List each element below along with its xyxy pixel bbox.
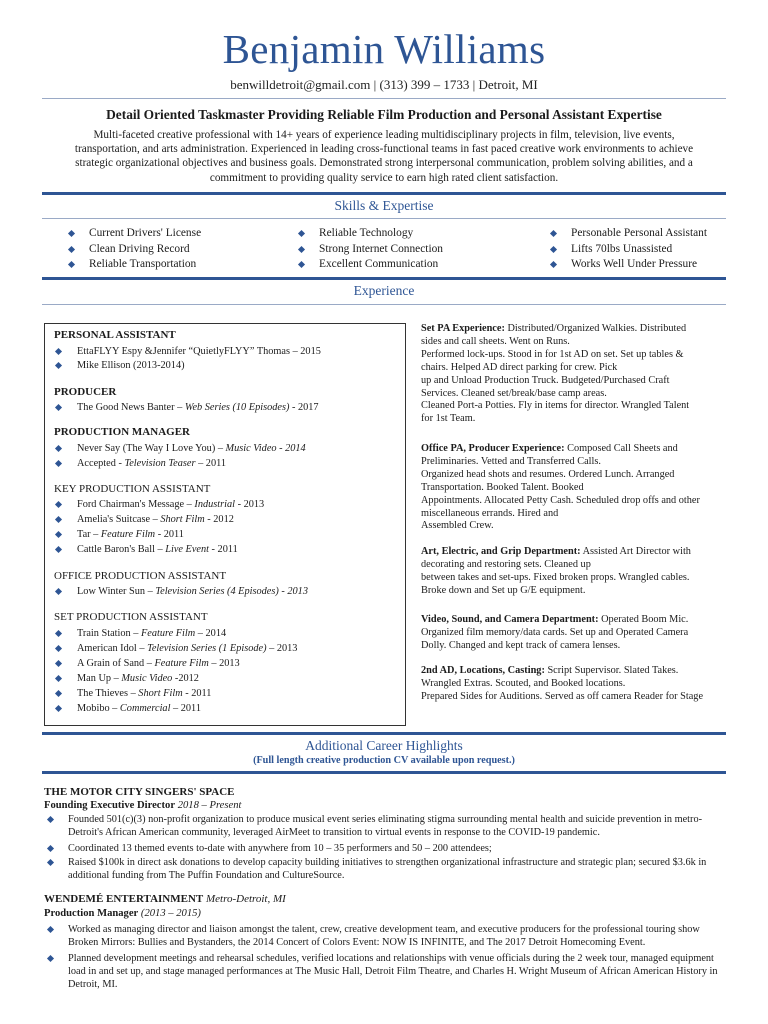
role-heading: PRODUCTION MANAGER: [54, 426, 190, 438]
contact-line: benwilldetroit@gmail.com | (313) 399 – 1733 | Detroit, MI: [230, 77, 538, 92]
achievement-bullet: Raised $100k in direct ask donations to develop capacity building initiatives to strengthen organizational infrastructure and strategic plan; secured $3.6k in additional funding from The Puffin Foundation and CultureSource.: [44, 856, 724, 882]
bullet-icon: [55, 501, 62, 508]
highlights-title: Additional Career Highlights: [305, 738, 463, 753]
bullet-icon: [55, 690, 62, 697]
achievement-bullet: Planned development meetings and rehearsal schedules, verified locations and relationships with venue officials during the 2 week tour, managed equipment load in and set up, and stage managed performances at The Music Hall, Detroit Film Theatre, and Charles H. Wright Museum of African American History in Detroit, MI.: [44, 952, 724, 991]
duty-block-set-pa: Set PA Experience: Distributed/Organized Walkies. Distributed sides and call sheets. Went on Runs. Performed lock-ups. Stood in for 1st AD on set. Set up tables & chairs. Helped AD direct parking for crew. Pick up and Unload Production Truck. Budgeted/Purchased Craft Services. Cleaned set/break/base camp areas. Cleaned Port-a Potties. Fly in items for director. Wrangled Talent for 1st Team.: [421, 323, 690, 425]
skills-column-3: [549, 226, 707, 273]
bullet-icon: [55, 675, 62, 682]
skills-column-2: [297, 226, 443, 273]
role-heading: SET PRODUCTION ASSISTANT: [54, 611, 208, 623]
org-name: WENDEMÉ ENTERTAINMENT Metro-Detroit, MI: [44, 893, 286, 905]
bullet-icon: [68, 245, 75, 252]
credit-item: Mobibo – Commercial – 2011: [54, 702, 201, 715]
credit-item: Accepted - Television Teaser – 2011: [54, 457, 226, 470]
role-heading: OFFICE PRODUCTION ASSISTANT: [54, 570, 227, 582]
credit-item: The Good News Banter – Web Series (10 Episodes) - 2017: [54, 401, 319, 414]
credit-item: A Grain of Sand – Feature Film – 2013: [54, 657, 240, 670]
credit-item: The Thieves – Short Film - 2011: [54, 687, 211, 700]
bullet-icon: [298, 230, 305, 237]
bullet-icon: [47, 845, 54, 852]
bullet-icon: [55, 705, 62, 712]
bullet-icon: [55, 404, 62, 411]
skill-item: Reliable Technology: [297, 226, 443, 242]
skills-column-1: [67, 226, 201, 273]
credit-item: American Idol – Television Series (1 Episode) – 2013: [54, 642, 297, 655]
bullet-icon: [298, 261, 305, 268]
credit-item: Never Say (The Way I Love You) – Music Video - 2014: [54, 442, 306, 455]
achievement-bullet: Worked as managing director and liaison amongst the talent, crew, creative development team, and executive producers for the professional touring show Broken Mirrors: Bullies and Bystanders, the 2014 Concert of Colors Event: NOW IS INFINITE, and The 2017 Detroit Homecoming Event.: [44, 923, 724, 949]
credit-item: Man Up – Music Video -2012: [54, 672, 199, 685]
headline: Detail Oriented Taskmaster Providing Reliable Film Production and Personal Assistant Expertise: [106, 107, 662, 122]
skill-item: Personable Personal Assistant: [549, 226, 707, 242]
duty-block-video-sound-camera: Video, Sound, and Camera Department: Operated Boom Mic. Organized film memory/data cards. Set up and Operated Camera Dolly. Changed and kept track of camera lenses.: [421, 614, 689, 651]
skills-title: Skills & Expertise: [334, 198, 434, 213]
bullet-icon: [55, 348, 62, 355]
bullet-icon: [55, 460, 62, 467]
org-name: THE MOTOR CITY SINGERS' SPACE: [44, 786, 235, 798]
bullet-icon: [550, 230, 557, 237]
achievement-bullet: Coordinated 13 themed events to-date with anywhere from 10 – 35 performers and 50 – 200 attendees;: [44, 842, 724, 855]
credit-item: Ford Chairman's Message – Industrial - 2013: [54, 498, 264, 511]
bullet-icon: [55, 362, 62, 369]
section-rule: [42, 218, 726, 219]
credit-item: Train Station – Feature Film – 2014: [54, 627, 226, 640]
bullet-icon: [550, 261, 557, 268]
bullet-icon: [47, 926, 54, 933]
credit-item: Cattle Baron's Ball – Live Event - 2011: [54, 543, 238, 556]
credit-item: Amelia's Suitcase – Short Film - 2012: [54, 513, 234, 526]
candidate-name: Benjamin Williams: [222, 26, 546, 72]
bullet-icon: [55, 645, 62, 652]
bullet-icon: [55, 531, 62, 538]
highlights-subtitle: (Full length creative production CV available upon request.): [253, 755, 515, 766]
skill-item: Reliable Transportation: [67, 257, 201, 273]
skill-item: Strong Internet Connection: [297, 242, 443, 258]
credit-item: Tar – Feature Film - 2011: [54, 528, 184, 541]
duty-block-art-electric-grip: Art, Electric, and Grip Department: Assisted Art Director with decorating and restoring sets. Cleaned up between takes and set-ups. Fixed broken props. Wrangled cables. Broke down and Set up G/E equipment.: [421, 546, 691, 596]
summary-paragraph: Multi-faceted creative professional with 14+ years of experience leading multidisciplinary projects in film, television, live events, transportation, and arts administration. Experienced in leading cross-functional teams in fast paced creative work environments to achieve strategic organizational objectives and business goals. Demonstrated strong interpersonal communication, problem solving abilities, and a commitment to providing quality service to earn high rated client satisfaction.: [74, 129, 694, 184]
skill-item: Lifts 70lbs Unassisted: [549, 242, 707, 258]
duty-block-2nd-ad: 2nd AD, Locations, Casting: Script Supervisor. Slated Takes. Wrangled Extras. Scouted, and Booked locations. Prepared Sides for Auditions. Served as off camera Reader for Stage: [421, 665, 704, 702]
position-title: Production Manager (2013 – 2015): [44, 908, 201, 919]
section-rule: [42, 732, 726, 735]
duty-block-office-pa: Office PA, Producer Experience: Composed Call Sheets and Preliminaries. Vetted and Transferred Calls. Organized head shots and resumes. Ordered Lunch. Arranged Transportation. Booked Talent. Booked Appointments. Allocated Petty Cash. Scheduled drop offs and other miscellaneous errands. Hired and Assembled Crew.: [421, 443, 700, 532]
section-rule: [42, 771, 726, 774]
credit-item: Mike Ellison (2013-2014): [54, 359, 185, 372]
role-heading: KEY PRODUCTION ASSISTANT: [54, 483, 211, 495]
bullet-icon: [68, 230, 75, 237]
skill-item: Works Well Under Pressure: [549, 257, 707, 273]
role-heading: PERSONAL ASSISTANT: [54, 329, 176, 341]
bullet-icon: [55, 630, 62, 637]
achievement-bullet: Founded 501(c)(3) non-profit organization to produce musical event series eliminating stigma surrounding mental health and suicide prevention in metro-Detroit's African American community, leveraged AirMeet to transition to virtual events in response to the COVID-19 pandemic.: [44, 813, 724, 839]
bullet-icon: [55, 516, 62, 523]
header-divider: [42, 98, 726, 99]
bullet-icon: [47, 955, 54, 962]
position-title: Founding Executive Director 2018 – Present: [44, 800, 242, 811]
bullet-icon: [55, 660, 62, 667]
skill-item: Excellent Communication: [297, 257, 443, 273]
bullet-icon: [298, 245, 305, 252]
bullet-icon: [550, 245, 557, 252]
bullet-icon: [55, 546, 62, 553]
bullet-icon: [47, 859, 54, 866]
bullet-icon: [55, 445, 62, 452]
bullet-icon: [47, 816, 54, 823]
section-rule: [42, 192, 726, 195]
credit-item: EttaFLYY Espy &Jennifer “QuietlyFLYY” Thomas – 2015: [54, 345, 321, 358]
experience-title: Experience: [353, 283, 415, 298]
role-heading: PRODUCER: [54, 386, 117, 398]
bullet-icon: [55, 588, 62, 595]
skill-item: Current Drivers' License: [67, 226, 201, 242]
credit-item: Low Winter Sun – Television Series (4 Episodes) - 2013: [54, 585, 308, 598]
section-rule: [42, 277, 726, 280]
section-rule: [42, 304, 726, 305]
skill-item: Clean Driving Record: [67, 242, 201, 258]
bullet-icon: [68, 261, 75, 268]
